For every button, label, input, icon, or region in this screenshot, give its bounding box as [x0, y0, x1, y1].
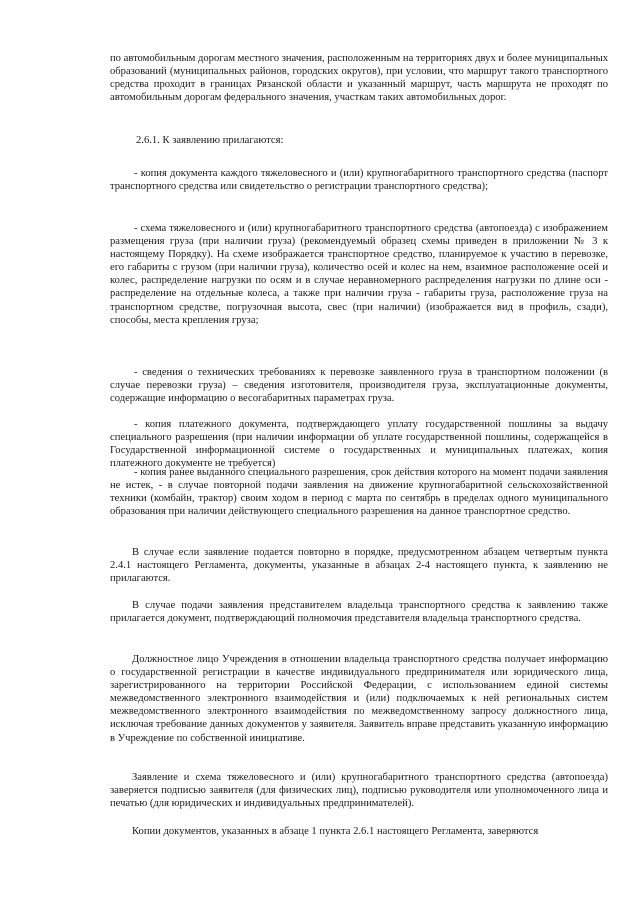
paragraph-repeat-application: В случае если заявление подается повторно в порядке, предусмотренном абзацем четвертым пункта 2.4.1 настоящего Регламента, документы, указанные в абзацах 2-4 настоящего пункта, к заявлению не прилагаются.	[110, 547, 608, 585]
paragraph-official: Должностное лицо Учреждения в отношении владельца транспортного средства получает информацию о государственной регистрации в качестве индивидуального предпринимателя или юридического лица, зарегистрированного на территории Российской Федерации, с использованием единой системы межведомственного электронного взаимодействия и (или) подключаемых к ней региональных систем межведомственного электронного взаимодействия по межведомственному запросу должностного лица, исключая требование данных документов у заявителя. Заявитель вправе представить указанную информацию в Учреждение по собственной инициативе.	[110, 654, 608, 744]
list-item-scheme: - схема тяжеловесного и (или) крупногабаритного транспортного средства (автопоезда) с изображением размещения груза (при наличии груза) (рекомендуемый образец схемы приведен в приложении № 3 к настоящему Порядку). На схеме изображается транспортное средство, планируемое к участию в перевозке, его габариты с грузом (при наличии груза), количество осей и колес на нем, взаимное расположение осей и колес, распределение нагрузки по осям и в случае неравномерного распределения нагрузки по длине оси - распределение на отдельные колеса, а также при наличии груза - габариты груза, расположение груза на транспортном средстве, погрузочная высота, свес (при наличии) (изображается вид в профиль, сзади), способы, места крепления груза;	[110, 223, 608, 326]
paragraph-intro: по автомобильным дорогам местного значения, расположенным на территориях двух и более муниципальных образований (муниципальных районов, городских округов), при условии, что маршрут такого транспортного средства проходит в границах Рязанской области и указанный маршрут, часть маршрута не проходят по автомобильным дорогам федерального значения, участкам таких автомобильных дорог.	[110, 53, 608, 104]
paragraph-copies: Копии документов, указанных в абзаце 1 пункта 2.6.1 настоящего Регламента, заверяются	[132, 826, 539, 837]
list-item-technical-requirements: - сведения о технических требованиях к перевозке заявленного груза в транспортном положении (в случае перевозки груза) – сведения изготовителя, производителя груза, эксплуатационные документы, содержащие информацию о весогабаритных параметрах груза.	[110, 367, 608, 405]
section-heading: 2.6.1. К заявлению прилагаются:	[136, 135, 284, 146]
list-item-payment-copy: - копия платежного документа, подтверждающего уплату государственной пошлины за выдачу специального разрешения (при наличии информации об уплате государственной пошлины, содержащейся в Государственной информационной системе о государственных и муниципальных платежах, копия платежного документе не требуется)	[110, 419, 608, 470]
paragraph-representative: В случае подачи заявления представителем владельца транспортного средства к заявлению также прилагается документ, подтверждающий полномочия представителя владельца транспортного средства.	[110, 600, 608, 625]
list-item-copy-document: - копия документа каждого тяжеловесного и (или) крупногабаритного транспортного средства (паспорт транспортного средства или свидетельство о регистрации транспортного средства);	[110, 168, 608, 193]
paragraph-signature: Заявление и схема тяжеловесного и (или) крупногабаритного транспортного средства (автопоезда) заверяется подписью заявителя (для физических лиц), подписью руководителя или уполномоченного лица и печатью (для юридических и индивидуальных предпринимателей).	[110, 772, 608, 810]
list-item-previous-permit: - копия ранее выданного специального разрешения, срок действия которого на момент подачи заявления не истек, - в случае повторной подачи заявления на движение крупногабаритной сельскохозяйственной техники (комбайн, трактор) своим ходом в период с марта по сентябрь в пределах одного муниципального образования при наличии действующего специального разрешения на данное транспортное средство.	[110, 467, 608, 518]
